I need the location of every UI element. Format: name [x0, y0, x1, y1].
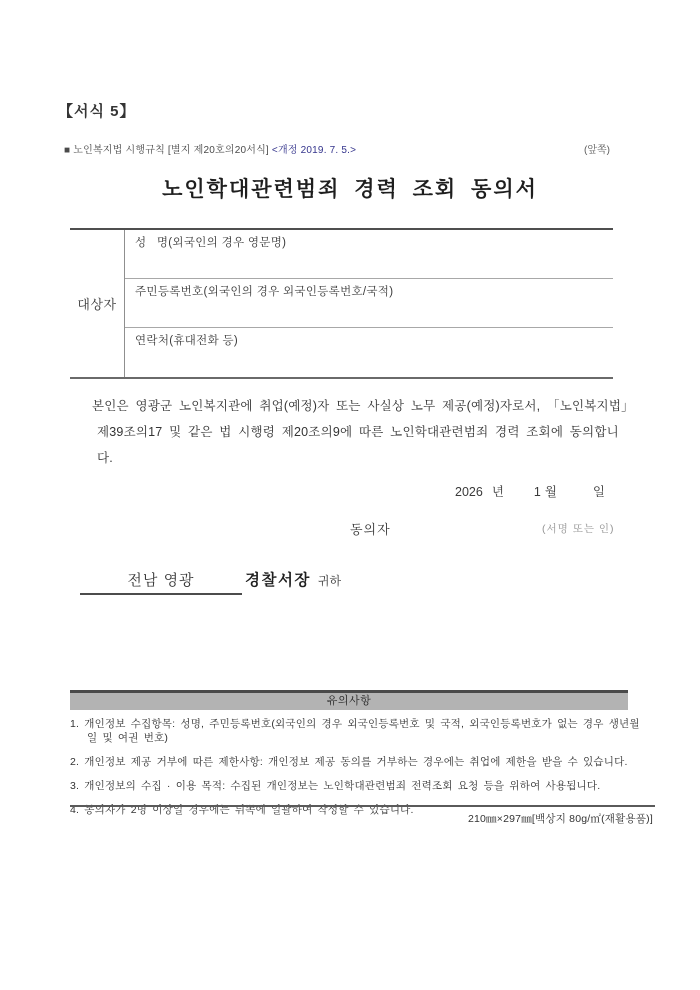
addressee-honorific: 귀하 — [317, 574, 342, 588]
date-year-suffix: 년 — [491, 485, 504, 499]
contact-field[interactable] — [135, 348, 603, 373]
note-item-2: 2. 개인정보 제공 거부에 따른 제한사항: 개인정보 제공 동의를 거부하는 경우에는 취업에 제한을 받을 수 있습니다. — [70, 756, 628, 768]
registration-number-field-label: 주민등록번호(외국인의 경우 외국인등록번호/국적) — [135, 286, 394, 298]
subject-row-header: 대상자 — [70, 230, 125, 377]
rule-reference — [64, 141, 356, 156]
revision-date: <개정 2019. 7. 5.> — [271, 145, 357, 156]
seal-note: (서명 또는 인) — [542, 523, 615, 535]
name-field[interactable] — [135, 250, 603, 274]
page-side-label: (앞쪽) — [584, 145, 610, 156]
date-month-suffix: 월 — [544, 485, 557, 499]
addressee-region: 전남 영광 — [80, 569, 242, 595]
form-number-label: 【서식 5】 — [58, 103, 136, 120]
signer-label: 동의자 — [350, 522, 391, 537]
page-title: 노인학대관련범죄 경력 조회 동의서 — [162, 178, 538, 201]
paper-spec-label: 210㎜×297㎜[백상지 80g/㎡(재활용품)] — [467, 813, 653, 825]
addressee-office: 경찰서장 — [245, 572, 311, 589]
notes-header-bar: 유의사항 — [70, 690, 628, 710]
date-year: 2026 — [455, 485, 483, 499]
date-month: 1 — [533, 485, 541, 499]
notes-divider — [70, 805, 655, 807]
addressee-line — [80, 568, 341, 595]
consent-line-1: 본인은 영광군 노인복지관에 취업(예정)자 또는 사실상 노무 제공(예정)자로서, 「노인복지법」 — [92, 399, 634, 413]
name-field-label: 성 명(외국인의 경우 영문명) — [135, 237, 287, 249]
table-row — [125, 230, 613, 279]
note-item-1: 1. 개인정보 수집항목: 성명, 주민등록번호(외국인의 경우 외국인등록번호 및 국적, 외국인등록번호가 없는 경우 생년월일 및 여권 번호) — [70, 718, 640, 744]
rule-reference-text: ■ 노인복지법 시행규칙 [별지 제20호의20서식] — [64, 145, 272, 156]
date-day-suffix: 일 — [592, 485, 605, 499]
registration-number-field[interactable] — [135, 299, 603, 323]
consent-statement — [70, 393, 634, 471]
contact-field-label: 연락처(휴대전화 등) — [135, 335, 239, 347]
date-line — [455, 482, 605, 500]
note-item-4: 4. 동의자가 2명 이상일 경우에는 뒤쪽에 일괄하여 작성할 수 있습니다. — [70, 804, 414, 816]
table-row — [125, 279, 613, 328]
table-row — [125, 328, 613, 377]
consent-line-2: 제39조의17 및 같은 법 시행령 제20조의9에 따른 노인학대관련범죄 경력 조회에 동의합니다. — [97, 425, 619, 465]
note-item-3: 3. 개인정보의 수집 · 이용 목적: 수집된 개인정보는 노인학대관련범죄 전력조회 요청 등을 위하여 사용됩니다. — [70, 780, 601, 792]
subject-info-table — [70, 228, 613, 379]
